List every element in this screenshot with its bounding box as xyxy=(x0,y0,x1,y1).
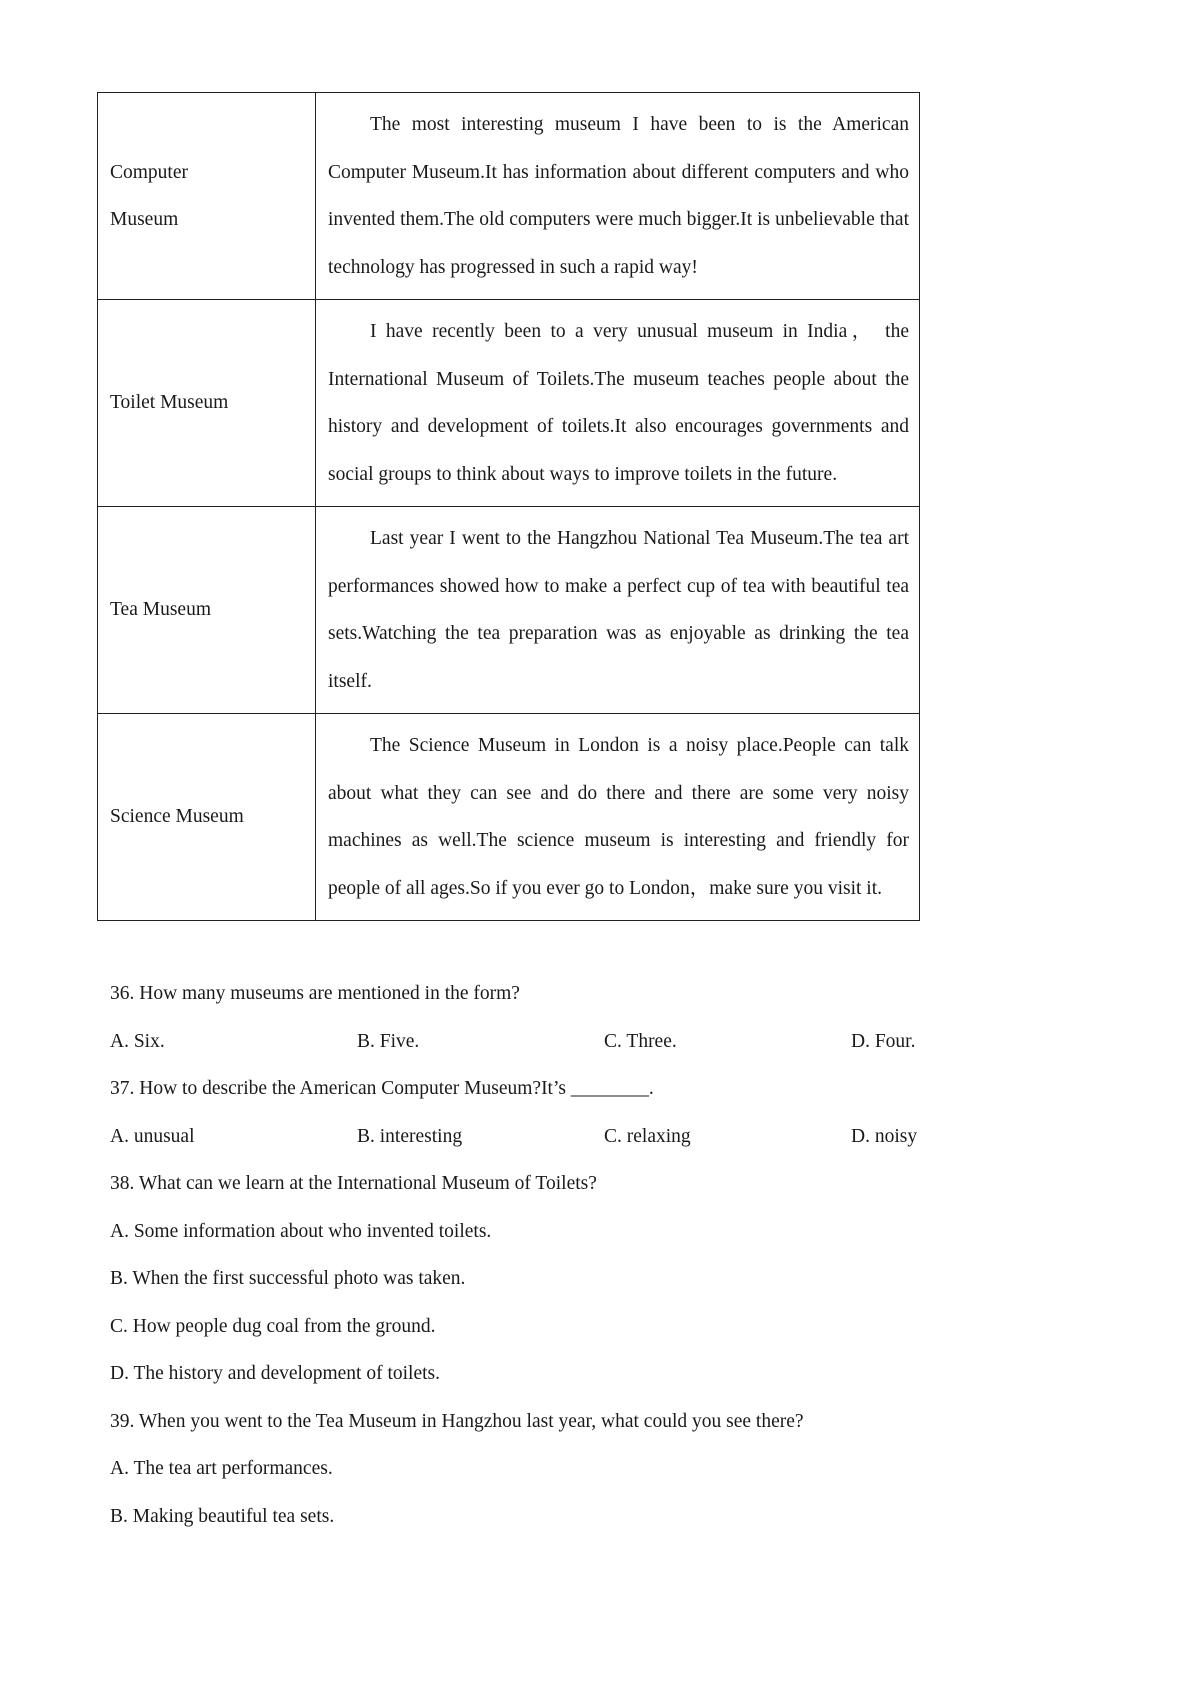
option-b[interactable]: B. interesting xyxy=(357,1125,463,1147)
museum-name: Tea Museum xyxy=(110,599,211,621)
option-a[interactable]: A. unusual xyxy=(110,1125,195,1147)
option-c[interactable]: C. Three. xyxy=(604,1030,677,1052)
option-d[interactable]: D. Four. xyxy=(851,1030,916,1052)
question-37-options xyxy=(110,1113,970,1161)
museum-name-cell xyxy=(98,93,316,300)
museum-description-cell xyxy=(316,300,920,507)
museum-name: Computer Museum xyxy=(110,161,188,230)
table-row xyxy=(98,507,920,714)
question-37: 37. How to describe the American Computer Museum?It’s ________. xyxy=(110,1078,654,1099)
table-row xyxy=(98,714,920,921)
option-d[interactable]: D. noisy xyxy=(851,1125,918,1147)
museum-name: Toilet Museum xyxy=(110,392,229,414)
table-row xyxy=(98,300,920,507)
question-38: 38. What can we learn at the International Museum of Toilets? xyxy=(110,1173,597,1194)
questions-section xyxy=(110,970,970,1540)
museum-description-cell xyxy=(316,714,920,921)
table-row xyxy=(98,93,920,300)
museum-description-cell xyxy=(316,93,920,300)
option-c[interactable]: C. How people dug coal from the ground. xyxy=(110,1315,436,1337)
question-36-options xyxy=(110,1018,970,1066)
museum-name: Science Museum xyxy=(110,806,244,828)
museum-description: I have recently been to a very unusual museum in India， the International Museum of Toilets.The museum teaches people about the history and development of toilets.It also encourages governments and social groups to think about ways to improve toilets in the future. xyxy=(328,321,909,485)
museum-name-cell xyxy=(98,507,316,714)
option-c[interactable]: C. relaxing xyxy=(604,1125,691,1147)
question-39: 39. When you went to the Tea Museum in Hangzhou last year, what could you see there? xyxy=(110,1410,804,1432)
option-b[interactable]: B. Making beautiful tea sets. xyxy=(110,1505,335,1527)
option-d[interactable]: D. The history and development of toilets. xyxy=(110,1363,440,1384)
option-a[interactable]: A. The tea art performances. xyxy=(110,1458,333,1479)
question-36: 36. How many museums are mentioned in the form? xyxy=(110,983,520,1004)
museum-description: The Science Museum in London is a noisy place.People can talk about what they can see and do there and there are some very noisy machines as well.The science museum is interesting and friendly for people of all ages.So if you ever go to London，make sure you visit it. xyxy=(328,735,909,899)
museum-name-cell xyxy=(98,714,316,921)
museum-table xyxy=(97,92,920,921)
option-a[interactable]: A. Six. xyxy=(110,1030,165,1052)
museum-description: The most interesting museum I have been to is the American Computer Museum.It has information about different computers and who invented them.The old computers were much bigger.It is unbelievable that technology has progressed in such a rapid way! xyxy=(328,114,909,278)
option-a[interactable]: A. Some information about who invented toilets. xyxy=(110,1220,492,1242)
museum-name-cell xyxy=(98,300,316,507)
option-b[interactable]: B. Five. xyxy=(357,1030,420,1052)
museum-description-cell xyxy=(316,507,920,714)
museum-description: Last year I went to the Hangzhou National Tea Museum.The tea art performances showed how to make a perfect cup of tea with beautiful tea sets.Watching the tea preparation was as enjoyable as drinking the tea itself. xyxy=(328,528,909,692)
option-b[interactable]: B. When the first successful photo was taken. xyxy=(110,1268,466,1289)
